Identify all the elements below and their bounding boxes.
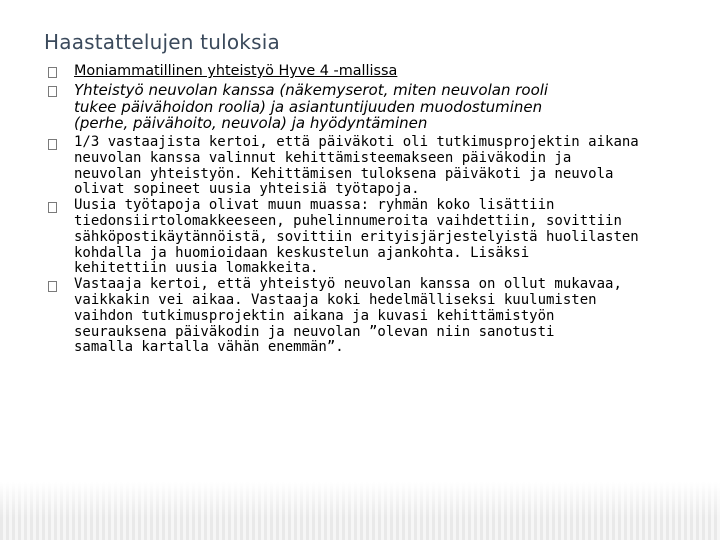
bullet-line: tukee päivähoidon roolia) ja asiantuntijuuden muodostuminen	[74, 97, 543, 116]
bullet-item	[48, 82, 688, 132]
bullet-line: sähköpostikäytännöistä, sovittiin erityisjärjestelyistä huolilasten	[74, 228, 639, 245]
bullet-box-icon	[48, 281, 57, 292]
bullet-line: seurauksena päiväkodin ja neuvolan ”olevan niin sanotusti	[74, 323, 555, 340]
bullet-line: (perhe, päivähoito, neuvola) ja hyödyntäminen	[74, 114, 428, 133]
bullet-line: vaikkakin vei aikaa. Vastaaja koki hedelmälliseksi kuulumisten	[74, 292, 597, 309]
bullet-list	[48, 63, 688, 356]
bullet-line: kohdalla ja huomioidaan keskustelun ajankohta. Lisäksi	[74, 244, 530, 261]
bullet-box-icon	[48, 67, 57, 78]
bullet-box-icon	[48, 202, 57, 213]
bullet-item	[48, 198, 688, 277]
bullet-item	[48, 277, 688, 356]
bullet-line: tiedonsiirtolomakkeeseen, puhelinnumeroita vaihdettiin, sovittiin	[74, 213, 622, 230]
bullet-item	[48, 63, 688, 79]
decorative-bottom-band	[0, 482, 720, 540]
bullet-line: samalla kartalla vähän enemmän”.	[74, 339, 344, 356]
bullet-line: Yhteistyö neuvolan kanssa (näkemyserot, miten neuvolan rooli	[74, 81, 549, 100]
bullet-box-icon	[48, 139, 57, 150]
bullet-box-icon	[48, 86, 57, 97]
bullet-line: Moniammatillinen yhteistyö Hyve 4 -mallissa	[74, 63, 398, 79]
bullet-line: olivat sopineet uusia yhteisiä työtapoja.	[74, 181, 420, 198]
slide-title: Haastattelujen tuloksia	[44, 30, 280, 54]
bullet-line: kehitettiin uusia lomakkeita.	[74, 260, 319, 277]
bullet-line: Uusia työtapoja olivat muun muassa: ryhmän koko lisättiin	[74, 197, 555, 214]
bullet-line: neuvolan yhteistyön. Kehittämisen tuloksena päiväkoti ja neuvola	[74, 165, 614, 182]
bullet-item	[48, 135, 688, 198]
bullet-line: Vastaaja kertoi, että yhteistyö neuvolan kanssa on ollut mukavaa,	[74, 276, 622, 293]
bullet-line: vaihdon tutkimusprojektin aikana ja kuvasi kehittämistyön	[74, 307, 555, 324]
bullet-line: neuvolan kanssa valinnut kehittämisteemakseen päiväkodin ja	[74, 149, 572, 166]
bullet-line: 1/3 vastaajista kertoi, että päiväkoti oli tutkimusprojektin aikana	[74, 134, 639, 151]
